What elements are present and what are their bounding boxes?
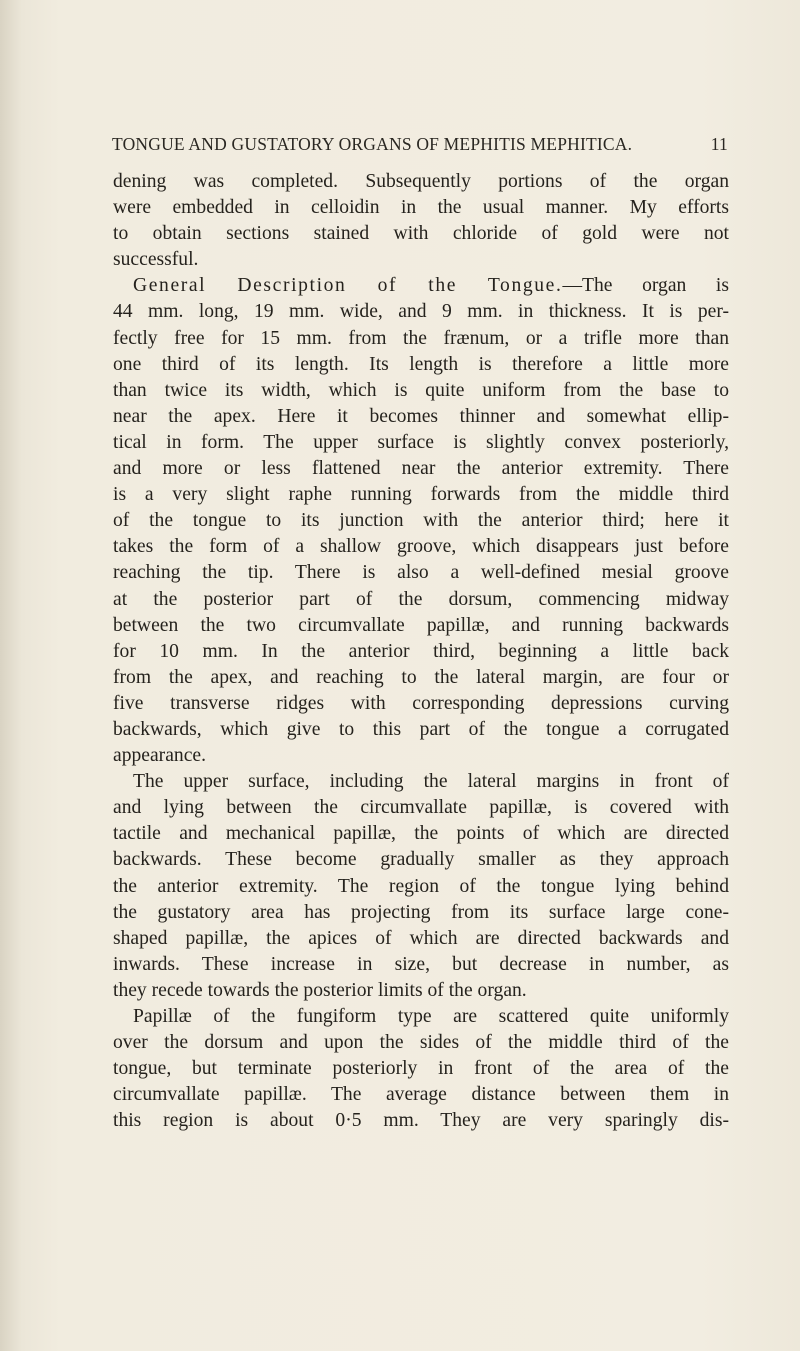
text-line-with-heading bbox=[113, 273, 729, 299]
text-fragment: —The organ is bbox=[562, 275, 730, 297]
text-line: shaped papillæ, the apices of which are directed backwards and bbox=[113, 927, 729, 949]
text-line: reaching the tip. There is also a well-defined mesial groove bbox=[113, 562, 729, 584]
text-line: tactile and mechanical papillæ, the points of which are directed bbox=[113, 823, 729, 845]
text-line: 44 mm. long, 19 mm. wide, and 9 mm. in thickness. It is per- bbox=[113, 301, 729, 323]
text-line: between the two circumvallate papillæ, and running backwards bbox=[113, 614, 729, 636]
text-line: from the apex, and reaching to the lateral margin, are four or bbox=[113, 666, 729, 688]
text-line: five transverse ridges with corresponding depressions curving bbox=[113, 692, 729, 714]
text-line: backwards. These become gradually smaller as they approach bbox=[113, 849, 729, 871]
running-head-title: TONGUE AND GUSTATORY ORGANS OF MEPHITIS MEPHITICA. bbox=[112, 134, 633, 154]
text-line: for 10 mm. In the anterior third, beginning a little back bbox=[113, 640, 729, 662]
text-line: at the posterior part of the dorsum, commencing midway bbox=[113, 588, 729, 610]
text-line: the anterior extremity. The region of the tongue lying behind bbox=[113, 875, 729, 897]
text-line: the gustatory area has projecting from its surface large cone- bbox=[113, 901, 729, 923]
text-line: tical in form. The upper surface is slightly convex posteriorly, bbox=[113, 431, 729, 453]
text-line: successful. bbox=[113, 249, 199, 271]
body-text bbox=[113, 169, 729, 1134]
text-line: they recede towards the posterior limits of the organ. bbox=[113, 979, 527, 1001]
text-line: over the dorsum and upon the sides of the middle third of the bbox=[113, 1032, 729, 1054]
text-line: and more or less flattened near the anterior extremity. There bbox=[113, 458, 729, 480]
page-number: 11 bbox=[710, 134, 728, 154]
text-line: were embedded in celloidin in the usual manner. My efforts bbox=[113, 197, 729, 219]
text-line: dening was completed. Subsequently portions of the organ bbox=[113, 171, 729, 192]
text-line: is a very slight raphe running forwards from the middle third bbox=[113, 484, 729, 506]
text-line: than twice its width, which is quite uniform from the base to bbox=[113, 379, 729, 401]
text-line: The upper surface, including the lateral margins in front of bbox=[133, 771, 729, 793]
running-head bbox=[112, 134, 728, 155]
text-line: to obtain sections stained with chloride of gold were not bbox=[113, 223, 729, 245]
text-line: and lying between the circumvallate papillæ, is covered with bbox=[113, 797, 729, 819]
text-line: near the apex. Here it becomes thinner and somewhat ellip- bbox=[113, 405, 729, 427]
text-line: tongue, but terminate posteriorly in front of the area of the bbox=[113, 1058, 729, 1080]
text-line: of the tongue to its junction with the anterior third; here it bbox=[113, 510, 729, 532]
text-line: fectly free for 15 mm. from the frænum, or a trifle more than bbox=[113, 327, 729, 349]
text-line: this region is about 0·5 mm. They are very sparingly dis- bbox=[113, 1110, 729, 1132]
section-heading: General Description of the Tongue. bbox=[133, 275, 563, 297]
text-line: Papillæ of the fungiform type are scattered quite uniformly bbox=[133, 1006, 729, 1027]
text-line: one third of its length. Its length is therefore a little more bbox=[113, 353, 729, 375]
text-line: takes the form of a shallow groove, which disappears just before bbox=[113, 536, 729, 558]
text-line: circumvallate papillæ. The average distance between them in bbox=[113, 1084, 729, 1106]
text-line: inwards. These increase in size, but decrease in number, as bbox=[113, 953, 729, 975]
text-line: appearance. bbox=[113, 745, 206, 767]
text-line: backwards, which give to this part of the tongue a corrugated bbox=[113, 718, 729, 740]
